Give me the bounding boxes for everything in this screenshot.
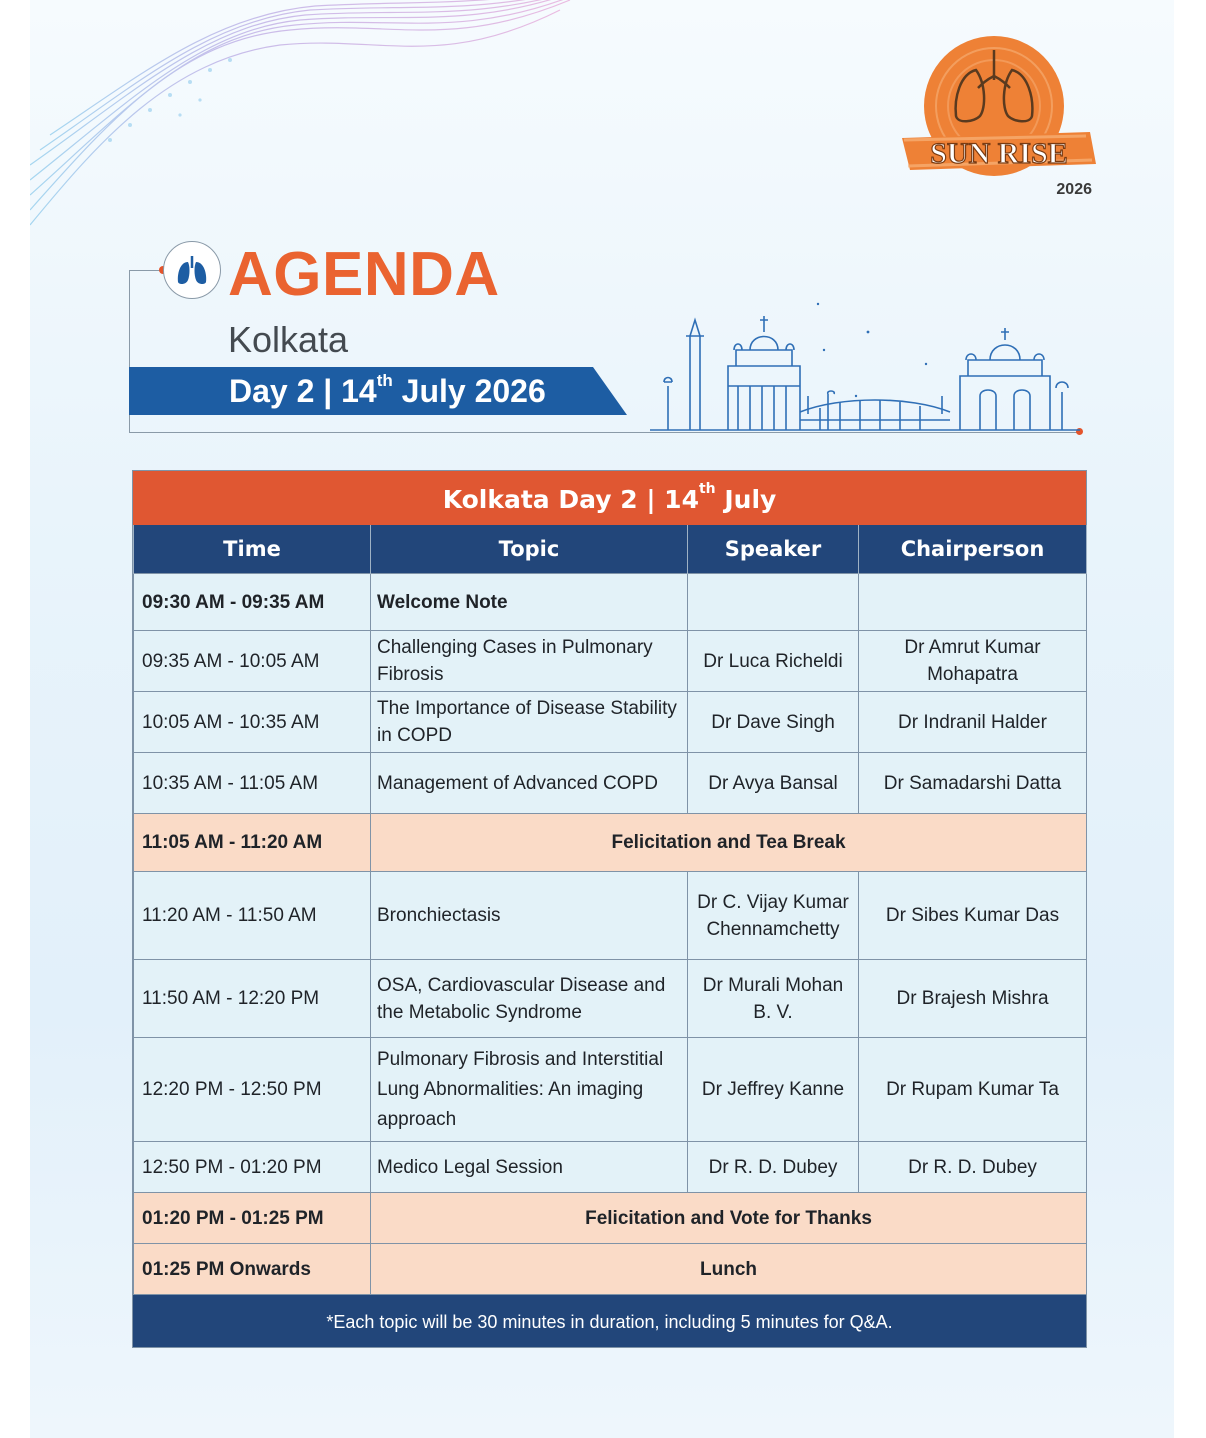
break-cell: Felicitation and Tea Break [371, 814, 1087, 872]
time-cell: 11:05 AM - 11:20 AM [134, 814, 371, 872]
speaker-cell: Dr Dave Singh [688, 692, 859, 753]
speaker-cell: Dr Avya Bansal [688, 753, 859, 814]
table-row [134, 1142, 1087, 1193]
time-cell: 01:20 PM - 01:25 PM [134, 1193, 371, 1244]
speaker-cell [688, 574, 859, 631]
chair-cell: Dr R. D. Dubey [859, 1142, 1087, 1193]
time-cell: 01:25 PM Onwards [134, 1244, 371, 1295]
column-header-time: Time [134, 525, 371, 574]
topic-cell: The Importance of Disease Stability in COPD [371, 692, 688, 753]
time-cell: 12:20 PM - 12:50 PM [134, 1038, 371, 1142]
speaker-cell: Dr Murali Mohan B. V. [688, 960, 859, 1038]
speaker-cell: Dr Luca Richeldi [688, 631, 859, 692]
time-cell: 11:20 AM - 11:50 AM [134, 872, 371, 960]
column-header-topic: Topic [371, 525, 688, 574]
break-cell: Felicitation and Vote for Thanks [371, 1193, 1087, 1244]
speaker-cell: Dr C. Vijay Kumar Chennamchetty [688, 872, 859, 960]
table-header-row [134, 525, 1087, 574]
sunrise-logo [882, 28, 1104, 202]
chair-cell [859, 574, 1087, 631]
table-row [134, 753, 1087, 814]
logo-year-text: 2026 [1056, 181, 1092, 198]
table-title: Kolkata Day 2 | 14th July [133, 471, 1086, 525]
table-footnote: *Each topic will be 30 minutes in duration, including 5 minutes for Q&A. [133, 1295, 1086, 1347]
time-cell: 10:05 AM - 10:35 AM [134, 692, 371, 753]
topic-cell: Pulmonary Fibrosis and Interstitial Lung Abnormalities: An imaging approach [371, 1038, 688, 1142]
topic-cell: Medico Legal Session [371, 1142, 688, 1193]
chair-cell: Dr Rupam Kumar Ta [859, 1038, 1087, 1142]
column-header-speaker: Speaker [688, 525, 859, 574]
topic-cell: Management of Advanced COPD [371, 753, 688, 814]
break-cell: Lunch [371, 1244, 1087, 1295]
table-row [134, 960, 1087, 1038]
decorative-wave-graphic [30, 0, 590, 240]
table-row [134, 872, 1087, 960]
day-date-label: Day 2 | 14th July 2026 [229, 371, 546, 409]
agenda-page [30, 0, 1174, 1438]
city-name: Kolkata [228, 319, 349, 360]
frame-line-top [129, 270, 163, 271]
time-cell: 09:30 AM - 09:35 AM [134, 574, 371, 631]
chair-cell: Dr Samadarshi Datta [859, 753, 1087, 814]
time-cell: 10:35 AM - 11:05 AM [134, 753, 371, 814]
time-cell: 11:50 AM - 12:20 PM [134, 960, 371, 1038]
table-row [134, 574, 1087, 631]
chair-cell: Dr Indranil Halder [859, 692, 1087, 753]
column-header-chairperson: Chairperson [859, 525, 1087, 574]
chair-cell: Dr Amrut Kumar Mohapatra [859, 631, 1087, 692]
agenda-table [132, 470, 1087, 1348]
topic-cell: OSA, Cardiovascular Disease and the Metabolic Syndrome [371, 960, 688, 1038]
time-cell: 09:35 AM - 10:05 AM [134, 631, 371, 692]
speaker-cell: Dr R. D. Dubey [688, 1142, 859, 1193]
topic-cell: Challenging Cases in Pulmonary Fibrosis [371, 631, 688, 692]
time-cell: 12:50 PM - 01:20 PM [134, 1142, 371, 1193]
logo-brand-text: SUN RISE [930, 137, 1068, 170]
topic-cell: Bronchiectasis [371, 872, 688, 960]
table-row [134, 1038, 1087, 1142]
table-row-break [134, 1193, 1087, 1244]
kolkata-skyline-icon [650, 296, 1080, 434]
table-row-break [134, 1244, 1087, 1295]
chair-cell: Dr Brajesh Mishra [859, 960, 1087, 1038]
lungs-icon [163, 241, 221, 299]
schedule-table [133, 525, 1087, 1295]
chair-cell: Dr Sibes Kumar Das [859, 872, 1087, 960]
table-row [134, 692, 1087, 753]
topic-cell: Welcome Note [371, 574, 688, 631]
page-title: AGENDA [228, 240, 500, 309]
table-row [134, 631, 1087, 692]
table-row-break [134, 814, 1087, 872]
speaker-cell: Dr Jeffrey Kanne [688, 1038, 859, 1142]
